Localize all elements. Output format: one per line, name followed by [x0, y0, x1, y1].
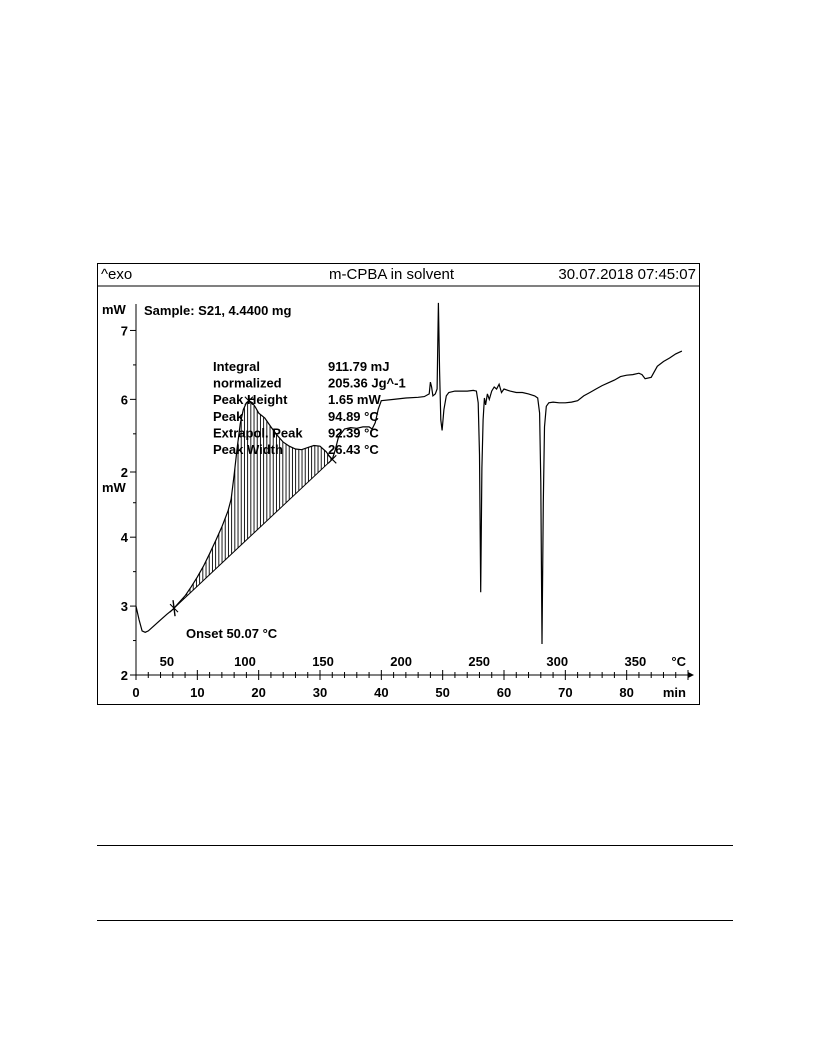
x-tick-label-min: 20	[251, 685, 266, 700]
result-label: Peak Width	[213, 442, 283, 457]
x-tick-label-temp: 350	[624, 654, 647, 669]
x-tick-label-min: 60	[496, 685, 512, 700]
y-tick-label: 3	[120, 599, 128, 615]
result-label: Integral	[213, 359, 260, 374]
onset-label: Onset 50.07 °C	[186, 626, 278, 641]
x-tick-label-temp: 200	[390, 654, 412, 669]
result-label: Peak	[213, 408, 244, 424]
result-value: 26.43 °C	[328, 442, 379, 457]
y-unit-upper: mW	[102, 302, 126, 317]
result-value: 205.36 Jg^-1	[328, 375, 406, 391]
sample-label: Sample: S21, 4.4400 mg	[144, 303, 292, 318]
result-value: 1.65 mW	[328, 392, 381, 408]
chart-title: m-CPBA in solvent	[329, 266, 455, 283]
integration-baseline	[174, 459, 332, 608]
dsc-curve	[136, 303, 682, 644]
y-unit-lower: mW	[102, 480, 126, 495]
y-tick-offset-label: 2	[120, 465, 128, 480]
y-tick-label: 6	[120, 392, 128, 408]
plot-labels	[102, 302, 687, 700]
x-tick-label-min: 40	[374, 685, 389, 700]
x-tick-label-temp: 100	[234, 654, 256, 669]
x-tick-label-min: 10	[190, 685, 205, 700]
onset-marker	[173, 600, 175, 616]
exo-direction-label: ^exo	[101, 266, 133, 283]
result-value: 92.39 °C	[328, 425, 379, 441]
y-tick-label: 2	[120, 668, 128, 683]
x-tick-label-min: 0	[132, 685, 140, 700]
result-value: 94.89 °C	[328, 408, 379, 424]
y-tick-label: 4	[120, 530, 128, 546]
dsc-figure	[97, 263, 700, 705]
x-tick-label-min: 30	[312, 685, 328, 700]
dsc-plot	[98, 264, 699, 704]
divider-bottom	[97, 920, 733, 921]
x-tick-label-min: 50	[435, 685, 450, 700]
x-axis-arrow	[688, 672, 694, 678]
x-tick-label-temp: 250	[468, 654, 491, 669]
x-unit-min: min	[662, 685, 686, 700]
y-tick-label: 7	[120, 323, 128, 339]
result-label: Extrapol. Peak	[213, 425, 303, 441]
x-tick-label-temp: 150	[312, 654, 334, 669]
x-tick-label-min: 80	[619, 685, 634, 700]
x-unit-temp: °C	[671, 654, 686, 669]
x-tick-label-temp: 300	[546, 654, 569, 669]
integration-hatch	[174, 294, 331, 675]
result-label: Peak Height	[213, 392, 288, 408]
result-label: normalized	[213, 375, 282, 391]
result-value: 911.79 mJ	[328, 359, 390, 374]
plot-marks	[136, 303, 682, 644]
chart-timestamp: 30.07.2018 07:45:07	[558, 266, 696, 283]
x-tick-label-temp: 50	[159, 654, 175, 669]
x-tick-label-min: 70	[558, 685, 573, 700]
divider-top	[97, 845, 733, 846]
